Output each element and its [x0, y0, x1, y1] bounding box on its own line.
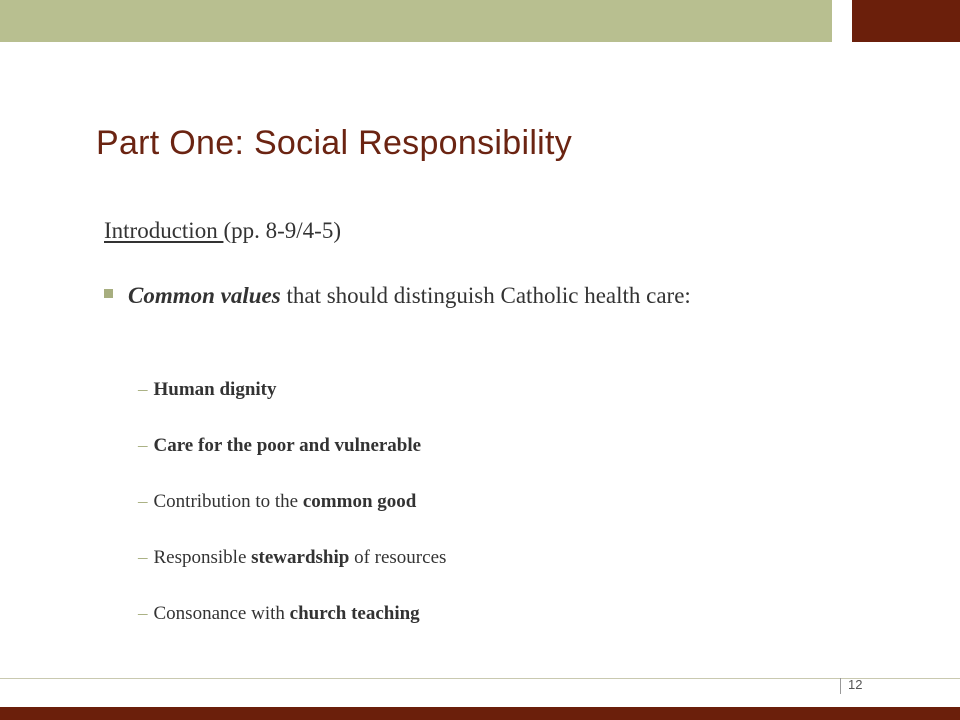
sub-item: – Consonance with church teaching [138, 603, 420, 624]
page-number: 12 [848, 677, 863, 692]
sub-item: – Human dignity [138, 379, 277, 400]
sub-item: – Care for the poor and vulnerable [138, 435, 422, 456]
intro-link[interactable]: Introduction [104, 218, 224, 243]
intro-pages: (pp. 8-9/4-5) [223, 218, 341, 243]
top-green-band [0, 0, 832, 42]
dash-icon: – [138, 603, 148, 624]
slide-title: Part One: Social Responsibility [96, 124, 573, 162]
dash-icon: – [138, 379, 148, 400]
dash-icon: – [138, 547, 148, 568]
sub-item: – Contribution to the common good [138, 491, 417, 512]
bullet-common-values [104, 279, 844, 313]
square-bullet-icon [104, 289, 113, 298]
bottom-brown-band [0, 707, 960, 720]
dash-icon: – [138, 435, 148, 456]
bullet-rest: that should distinguish Catholic health care: [280, 283, 691, 308]
sub-item: – Responsible stewardship of resources [138, 547, 447, 568]
bullet-bold: Common values [128, 283, 281, 308]
bullet-text [104, 279, 844, 313]
top-brown-band [852, 0, 960, 42]
footer-divider [0, 678, 960, 679]
dash-icon: – [138, 491, 148, 512]
intro-line [104, 218, 341, 244]
page-number-tick [840, 678, 841, 694]
